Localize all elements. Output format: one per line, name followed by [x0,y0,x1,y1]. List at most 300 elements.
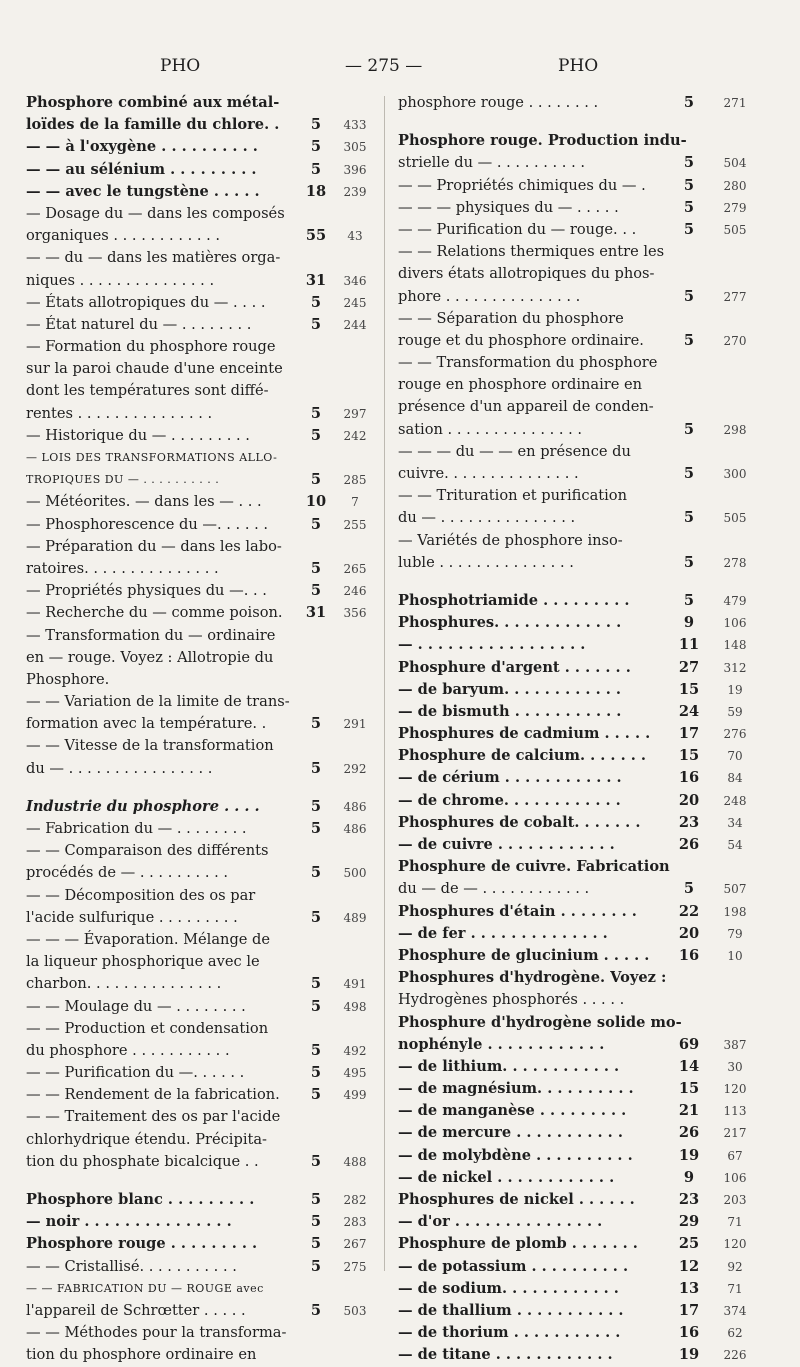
volume-number: 5 [310,820,322,837]
index-entry [26,1256,378,1278]
index-entry [26,203,378,225]
index-entry [398,352,772,374]
index-entry [26,314,378,336]
page-reference: 387 [723,1037,747,1052]
index-entry [398,1167,772,1189]
section-gap [26,1173,378,1189]
entry-text: — de magnésium. . . . . . . . . . [398,1080,634,1098]
page-reference: 203 [723,1193,747,1207]
entry-text: — de titane . . . . . . . . . . . . [398,1346,613,1364]
index-entry [26,1233,378,1255]
index-entry [398,1012,772,1034]
volume-number: 5 [310,1235,322,1253]
index-entry [398,530,772,552]
volume-number: 20 [678,924,700,942]
page-reference: 239 [343,184,367,199]
index-entry [398,723,772,745]
entry-text: Phosphures de cobalt. . . . . . . [398,813,641,831]
entry-text: phore . . . . . . . . . . . . . . . [398,287,581,305]
page-reference: 34 [727,815,743,830]
entry-text: — Historique du — . . . . . . . . . [26,426,250,444]
volume-number: 55 [305,227,327,245]
volume-number: 5 [683,553,695,571]
entry-text: Industrie du phosphore . . . . [26,797,260,815]
entry-text: — Transformation du — ordinaire [26,626,276,644]
entry-text: — Variétés de phosphore inso- [398,531,623,549]
index-entry [26,669,378,691]
volume-number: 23 [678,1191,700,1208]
entry-text: Phosphure de calcium. . . . . . . [398,747,647,765]
volume-number: 5 [683,465,695,482]
entry-text: Phosphure d'hydrogène solide mo- [398,1013,682,1031]
volume-number: 19 [678,1146,700,1164]
entry-text: — — au sélénium . . . . . . . . . [26,160,257,178]
volume-number: 5 [310,160,322,178]
entry-text: Phosphures de cadmium . . . . . [398,725,651,743]
entry-text: — de thallium . . . . . . . . . . . [398,1301,624,1319]
volume-number: 5 [683,94,695,111]
entry-text: — — Vitesse de la transformation [26,737,274,755]
index-entry [398,130,772,152]
page-reference: 283 [343,1215,367,1230]
right-column [398,92,772,1367]
section-gap [26,780,378,796]
page-reference: 291 [343,717,367,732]
page-reference: 492 [343,1043,367,1058]
volume-number: 5 [683,331,695,349]
index-entry [26,840,378,862]
volume-number: 5 [310,975,322,993]
index-entry [26,1106,378,1128]
volume-number: 5 [310,715,322,733]
entry-text: charbon. . . . . . . . . . . . . . . [26,975,222,993]
index-entry [26,1278,378,1300]
index-entry [398,1300,772,1322]
page-reference: 43 [347,229,363,244]
page-reference: 486 [343,799,367,814]
index-entry [398,701,772,723]
entry-text: présence d'un appareil de conden- [398,398,654,416]
volume-number: 5 [310,1086,322,1104]
entry-text: — — FABRICATION DU — ROUGE avec [26,1281,264,1295]
index-entry [26,1322,378,1344]
index-entry [398,241,772,263]
entry-text: — de mercure . . . . . . . . . . . [398,1124,623,1142]
entry-text: — de bismuth . . . . . . . . . . . [398,702,622,720]
volume-number: 5 [310,471,322,489]
page-reference: 503 [343,1303,367,1318]
page-reference: 79 [727,926,743,941]
page-reference: 59 [727,704,743,719]
index-entry [398,330,772,352]
index-entry [26,1189,378,1211]
page-reference: 292 [343,761,367,776]
entry-text: — Propriétés physiques du —. . . [26,582,267,600]
volume-number: 5 [310,997,322,1015]
index-entry [398,1233,772,1255]
volume-number: 9 [683,614,695,632]
volume-number: 15 [678,747,700,765]
index-entry [398,767,772,789]
page-reference: 505 [723,511,747,526]
entry-text: — d'or . . . . . . . . . . . . . . . [398,1213,603,1231]
volume-number: 18 [305,182,327,200]
index-entry [398,856,772,878]
volume-number: 9 [683,1168,695,1186]
volume-number: 15 [678,680,700,698]
column-divider [384,96,385,1271]
entry-text: TROPIQUES DU — . . . . . . . . . . [26,473,220,487]
index-entry [26,447,378,469]
index-entry [26,1129,378,1151]
entry-text: phosphore rouge . . . . . . . . [398,94,599,111]
entry-text: — de thorium . . . . . . . . . . . [398,1324,621,1342]
index-entry [398,175,772,197]
index-entry [398,1078,772,1100]
entry-text: — — — du — — en présence du [398,442,631,460]
index-entry [398,552,772,574]
entry-text: — — Relations thermiques entre les [398,243,665,261]
page-reference: 62 [727,1326,743,1341]
header-left-word: PHO [160,56,201,76]
entry-text: — — Trituration et purification [398,487,627,505]
index-entry [398,901,772,923]
entry-text: — — Traitement des os par l'acide [26,1108,281,1126]
volume-number: 29 [678,1213,700,1231]
page-reference: 67 [727,1148,743,1163]
page-reference: 498 [343,999,367,1014]
volume-number: 31 [305,604,327,622]
page-reference: 10 [727,948,743,963]
volume-number: 5 [683,154,695,172]
index-entry [398,286,772,308]
page-reference: 148 [723,638,747,653]
index-entry [26,862,378,884]
page-reference: 54 [727,838,743,852]
index-entry [398,945,772,967]
entry-text: — noir . . . . . . . . . . . . . . . [26,1213,232,1231]
entry-text: nophényle . . . . . . . . . . . . [398,1035,605,1053]
page-reference: 255 [343,517,367,532]
page-reference: 7 [351,495,359,510]
entry-text: du — . . . . . . . . . . . . . . . . [26,759,213,777]
entry-text: Phosphure de cuivre. Fabrication [398,858,670,876]
index-entry [398,1189,772,1211]
index-entry [26,159,378,181]
index-entry [398,1322,772,1344]
index-entry [398,441,772,463]
volume-number: 5 [310,1041,322,1059]
index-entry [398,745,772,767]
volume-number: 5 [310,1152,322,1170]
index-entry [26,758,378,780]
index-entry [26,713,378,735]
page-reference: 278 [723,555,747,570]
page-reference: 504 [723,156,747,171]
index-entry [398,1034,772,1056]
entry-text: tion du phosphate bicalcique . . [26,1152,259,1170]
page-reference: 198 [723,904,747,919]
page-reference: 244 [343,317,367,332]
index-entry [398,1211,772,1233]
index-entry [398,1145,772,1167]
entry-text: — de potassium . . . . . . . . . . [398,1257,629,1275]
index-entry [26,491,378,513]
page-reference: 396 [343,162,367,177]
index-entry [398,1344,772,1366]
volume-number: 19 [678,1346,700,1364]
entry-text: — États allotropiques du — . . . . [26,293,266,311]
entry-text: — — Production et condensation [26,1019,269,1037]
volume-number: 5 [683,509,695,527]
index-entry [398,485,772,507]
index-entry [398,790,772,812]
page-reference: 271 [723,96,747,110]
volume-number: 5 [683,198,695,216]
entry-text: ratoires. . . . . . . . . . . . . . . [26,559,219,577]
index-entry [398,989,772,1011]
page-reference: 433 [343,118,367,133]
index-entry [398,308,772,330]
page-reference: 106 [723,616,747,631]
index-entry [398,507,772,529]
index-entry [398,263,772,285]
index-entry [26,1084,378,1106]
index-entry [398,1056,772,1078]
entry-text: — . . . . . . . . . . . . . . . . . [398,636,586,654]
entry-text: — de chrome. . . . . . . . . . . . [398,791,621,809]
volume-number: 16 [678,946,700,964]
volume-number: 5 [310,1301,322,1319]
entry-text: cuivre. . . . . . . . . . . . . . . [398,465,579,482]
page-reference: 479 [723,593,747,608]
page-reference: 120 [723,1082,747,1097]
index-entry [398,812,772,834]
page-reference: 356 [343,606,367,621]
entry-text: Phosphures de nickel . . . . . . [398,1191,635,1208]
entry-text: tion du phosphore ordinaire en [26,1346,257,1364]
entry-text: en — rouge. Voyez : Allotropie du [26,648,274,666]
entry-text: — — Propriétés chimiques du — . [398,176,646,194]
volume-number: 22 [678,902,700,920]
page-reference: 280 [723,178,747,193]
index-entry [26,1211,378,1233]
page-reference: 507 [723,882,747,897]
page-reference: 245 [343,295,367,310]
index-entry [398,834,772,856]
entry-text: — — avec le tungstène . . . . . [26,182,260,200]
index-entry [26,796,378,818]
entry-text: — — Décomposition des os par [26,886,256,904]
entry-text: — Phosphorescence du —. . . . . . [26,515,269,533]
index-entry [26,1344,378,1366]
entry-text: — de baryum. . . . . . . . . . . . [398,680,621,698]
page-reference: 489 [343,910,367,925]
index-entry [26,885,378,907]
index-entry [398,197,772,219]
entry-text: — de molybdène . . . . . . . . . . [398,1146,633,1164]
entry-text: loïdes de la famille du chlore. . [26,116,280,134]
entry-text: — Dosage du — dans les composés [26,204,285,222]
index-entry [398,967,772,989]
page-header [0,56,800,86]
volume-number: 17 [678,725,700,743]
page-reference: 113 [723,1104,747,1119]
entry-text: procédés de — . . . . . . . . . . [26,864,229,882]
page-reference: 374 [723,1303,747,1318]
entry-text: — LOIS DES TRANSFORMATIONS ALLO- [26,451,278,464]
index-entry [26,92,378,114]
volume-number: 14 [678,1057,700,1075]
page-reference: 70 [727,749,743,764]
index-entry [26,1062,378,1084]
index-entry [398,396,772,418]
entry-text: — Météorites. — dans les — . . . [26,493,262,511]
index-entry [398,92,772,114]
index-entry [26,181,378,203]
volume-number: 10 [305,493,327,511]
page-reference: 500 [343,866,367,881]
entry-text: — Formation du phosphore rouge [26,338,276,356]
index-entry [26,1040,378,1062]
entry-text: — — Transformation du phosphore [398,354,658,372]
index-entry [26,818,378,840]
entry-text: Phosphore. [26,670,110,688]
volume-number: 5 [310,864,322,882]
entry-text: — de cuivre . . . . . . . . . . . . [398,836,615,853]
page-reference: 242 [343,428,367,443]
page-reference: 488 [343,1154,367,1169]
page-reference: 277 [723,289,747,304]
entry-text: — — Séparation du phosphore [398,309,624,327]
header-right-word: PHO [558,56,599,76]
volume-number: 11 [678,636,700,654]
page-reference: 30 [727,1059,743,1074]
page-reference: 246 [343,584,367,599]
index-entry [26,973,378,995]
index-entry [26,907,378,929]
entry-text: Phosphore combiné aux métal- [26,94,280,111]
volume-number: 5 [310,315,322,333]
entry-text: strielle du — . . . . . . . . . . [398,154,585,172]
volume-number: 27 [678,658,700,676]
entry-text: — — Comparaison des différents [26,842,269,860]
entry-text: — de lithium. . . . . . . . . . . . [398,1057,620,1075]
page-reference: 270 [723,333,747,348]
index-entry [26,951,378,973]
volume-number: 5 [310,797,322,815]
index-entry [26,558,378,580]
volume-number: 5 [310,1257,322,1275]
entry-text: Phosphore rouge . . . . . . . . . [26,1235,258,1253]
index-entry [26,358,378,380]
page-reference: 71 [727,1215,743,1230]
index-entry [26,1151,378,1173]
volume-number: 5 [310,582,322,600]
index-entry [26,425,378,447]
index-entry [398,374,772,396]
index-entry [26,403,378,425]
page-reference: 282 [343,1193,367,1207]
page-reference: 275 [343,1259,367,1274]
index-entry [398,152,772,174]
page-reference: 84 [727,771,743,786]
volume-number: 5 [310,116,322,134]
entry-text: Phosphures. . . . . . . . . . . . . [398,614,622,632]
page-reference: 226 [723,1348,747,1363]
index-entry [26,1300,378,1322]
page-reference: 267 [343,1237,367,1252]
index-entry [398,590,772,612]
index-entry [26,469,378,491]
index-entry [26,996,378,1018]
entry-text: Phosphure d'argent . . . . . . . [398,658,631,676]
volume-number: 26 [678,836,700,853]
index-entry [398,612,772,634]
entry-text: — Préparation du — dans les labo- [26,537,282,555]
index-entry [26,514,378,536]
entry-text: du — de — . . . . . . . . . . . . [398,880,590,898]
entry-text: l'acide sulfurique . . . . . . . . . [26,908,238,926]
volume-number: 5 [310,759,322,777]
volume-number: 5 [683,880,695,898]
volume-number: 5 [310,515,322,533]
entry-text: rouge en phosphore ordinaire en [398,376,643,394]
page-reference: 505 [723,222,747,237]
volume-number: 17 [678,1301,700,1319]
entry-text: — — Cristallisé. . . . . . . . . . . [26,1257,237,1275]
index-entry [26,735,378,757]
index-entry [26,1018,378,1040]
page-reference: 495 [343,1066,367,1081]
index-entry [26,292,378,314]
entry-text: formation avec la température. . [26,715,267,733]
volume-number: 13 [678,1279,700,1297]
index-entry [26,336,378,358]
volume-number: 21 [678,1102,700,1120]
entry-text: — — Variation de la limite de trans- [26,693,290,711]
entry-text: — — Rendement de la fabrication. [26,1086,280,1104]
volume-number: 5 [683,220,695,238]
volume-number: 5 [310,404,322,422]
entry-text: — de nickel . . . . . . . . . . . . [398,1168,615,1186]
volume-number: 5 [310,1213,322,1231]
entry-text: — Recherche du — comme poison. [26,604,283,622]
entry-text: Phosphure de glucinium . . . . . [398,946,650,964]
index-entry [26,114,378,136]
page-reference: 285 [343,473,367,488]
index-entry [398,1256,772,1278]
volume-number: 5 [310,559,322,577]
entry-text: l'appareil de Schrœtter . . . . . [26,1301,246,1319]
entry-text: sation . . . . . . . . . . . . . . . [398,420,583,438]
page-reference: 298 [723,422,747,437]
page-reference: 499 [343,1088,367,1103]
entry-text: — — Purification du — rouge. . . [398,220,637,238]
entry-text: — — Purification du —. . . . . . [26,1064,245,1082]
entry-text: Phosphure de plomb . . . . . . . [398,1235,638,1253]
index-entry [26,536,378,558]
index-entry [26,647,378,669]
volume-number: 5 [310,293,322,311]
index-entry [398,219,772,241]
page-number: — 275 — [345,56,423,76]
index-entry [398,1122,772,1144]
index-entry [398,923,772,945]
entry-text: Phosphore blanc . . . . . . . . . [26,1191,255,1208]
entry-text: du phosphore . . . . . . . . . . . [26,1041,230,1059]
entry-text: — — du — dans les matières orga- [26,249,281,267]
